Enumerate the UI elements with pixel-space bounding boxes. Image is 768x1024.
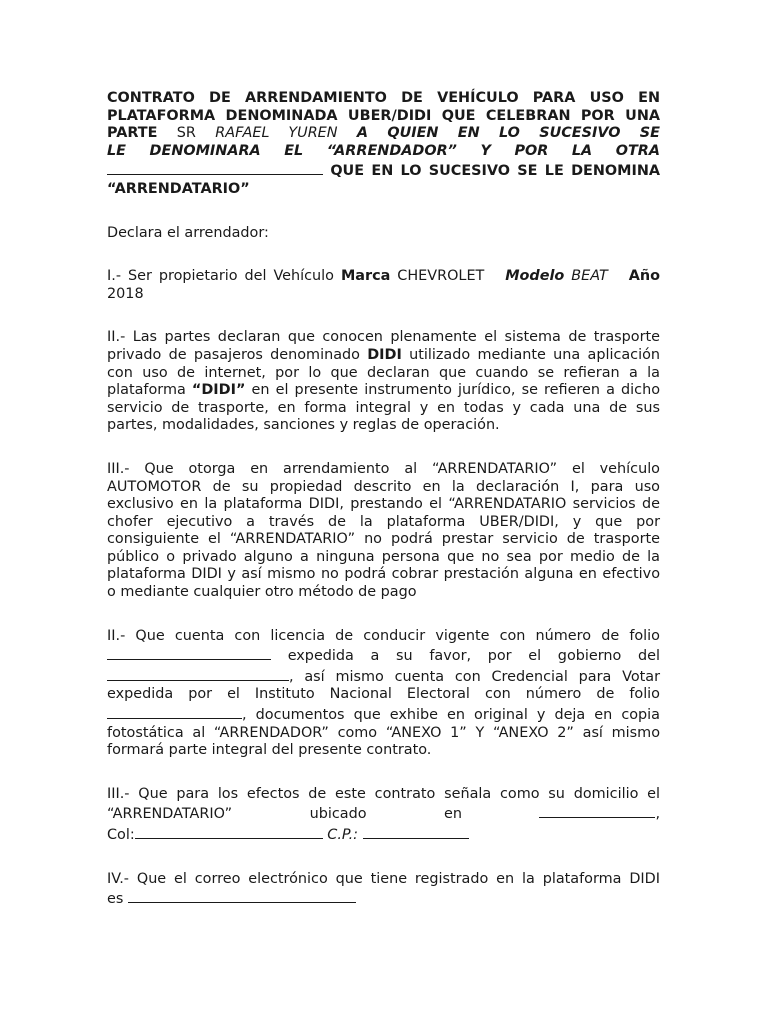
postal-code-blank[interactable] [363, 824, 469, 839]
vehicle-year: 2018 [107, 285, 144, 302]
contract-body [107, 90, 660, 909]
vehicle-model: BEAT [571, 268, 608, 285]
address-blank[interactable] [539, 803, 655, 818]
license-folio-blank[interactable] [107, 645, 271, 660]
government-blank[interactable] [107, 666, 289, 681]
title-sucesivo: A QUIEN EN LO SUCESIVO SE [356, 125, 660, 142]
title-line-4 [107, 143, 660, 161]
section-1: I.- Ser propietario del Vehículo Marca CHEVROLET Modelo BEAT Año 2018 [107, 268, 660, 302]
colonia-blank[interactable] [135, 824, 323, 839]
section-6: IV.- Que el correo electrónico que tiene registrado en la plataforma DIDI es [107, 870, 660, 908]
title-parte: PARTE [107, 125, 158, 142]
ine-folio-blank[interactable] [107, 704, 242, 719]
title-sr: SR [176, 125, 196, 142]
email-blank[interactable] [128, 888, 356, 903]
arrendador-name: RAFAEL YUREN [215, 125, 338, 142]
section-4: II.- Que cuenta con licencia de conducir vigente con número de folio expedida a su favor, por el gobierno del , así mismo cuenta con Credencial para Votar expedida por el Instituto Nacional Electoral con número de folio , documentos que exhibe en original y deja en copia fotostática al “ARRENDADOR” como “ANEXO 1” Y “ANEXO 2” así mismo formará parte integral del presente contrato. [107, 627, 660, 759]
title-line-1: CONTRATO DE ARRENDAMIENTO DE VEHÍCULO PARA USO EN [107, 90, 660, 106]
vehicle-brand: CHEVROLET [397, 268, 485, 285]
section-2: II.- Las partes declaran que conocen plenamente el sistema de trasporte privado de pasajeros denominado DIDI utilizado mediante una aplicación con uso de internet, por lo que declaran que cuando se refieran a la plataforma “DIDI” en el presente instrumento jurídico, se refieren a dicho servicio de trasporte, en forma integral y en todas y cada una de sus partes, modalidades, sanciones y reglas de operación. [107, 329, 661, 434]
title-line-2: PLATAFORMA DENOMINADA UBER/DIDI QUE CELEBRAN POR UNA [107, 107, 660, 124]
arrendatario-name-blank[interactable] [107, 160, 323, 175]
section-5: III.- Que para los efectos de este contrato señala como su domicilio el “ARRENDATARIO” ubicado en , Col: C.P.: [107, 785, 661, 843]
title-line-5: QUE EN LO SUCESIVO SE LE DENOMINA [107, 160, 660, 181]
declara-heading: Declara el arrendador: [107, 224, 269, 241]
title-denominara: LE DENOMINARA EL “ARRENDADOR” Y POR LA OTRA [107, 142, 660, 159]
contract-title [107, 90, 660, 199]
section-3: III.- Que otorga en arrendamiento al “ARRENDATARIO” el vehículo AUTOMOTOR de su propiedad descrito en la declaración I, para uso exclusivo en la plataforma DIDI, prestando el “ARRENDATARIO servicios de chofer ejecutivo a través de la plataforma UBER/DIDI, y que por consiguiente el “ARRENDATARIO” no podrá prestar servicio de trasporte público o privado alguno a ninguna persona que no sea por medio de la plataforma DIDI y así mismo no podrá cobrar prestación alguna en efectivo o mediante cualquier otro método de pago [107, 460, 660, 601]
title-line-3 [107, 125, 660, 143]
title-line-6: “ARRENDATARIO” [107, 180, 250, 197]
